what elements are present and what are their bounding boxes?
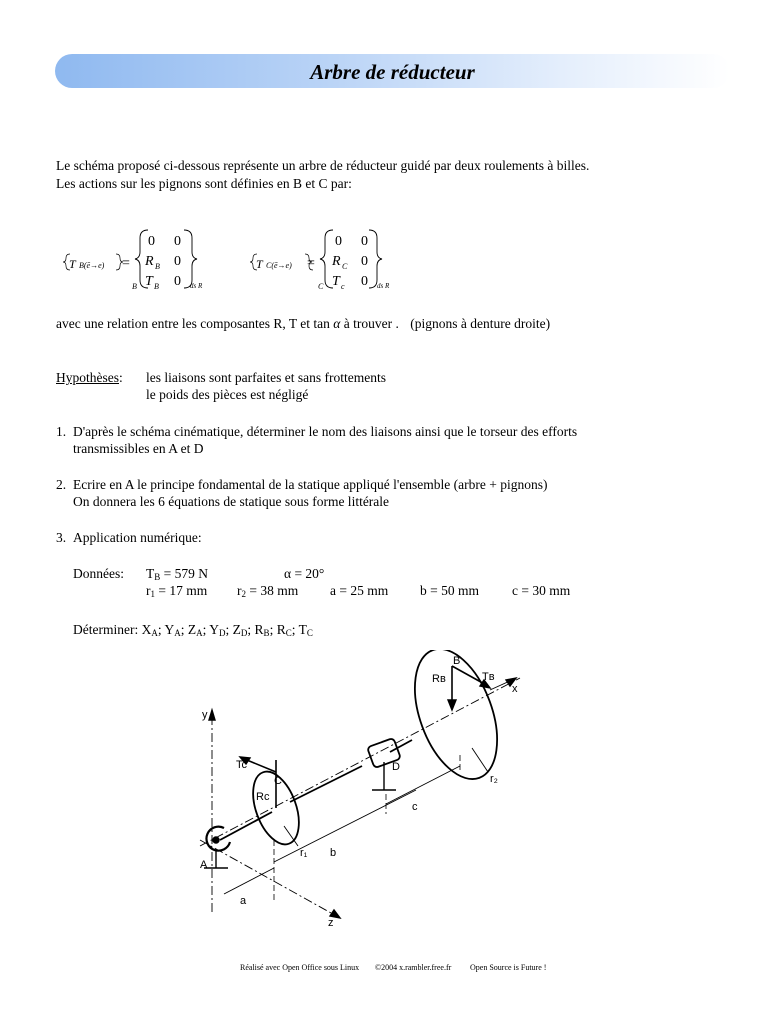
footer-slogan: Open Source is Future ! xyxy=(470,963,547,972)
label-dim-a: a xyxy=(240,895,247,907)
torsor-c-point: C xyxy=(318,282,324,291)
torsor-b-subscript: B(ē→e) xyxy=(79,261,105,270)
donnees-tb-sub: B xyxy=(154,572,161,582)
determiner-label: Déterminer: xyxy=(73,622,142,637)
torsor-b-r12: 0 xyxy=(174,234,181,249)
question-1-number: 1. xyxy=(56,424,67,439)
determiner-item: $T_C$ xyxy=(298,622,313,638)
torsor-c-r12: 0 xyxy=(361,234,368,249)
torsor-c-r22: 0 xyxy=(361,254,368,269)
torsor-c-subscript: C(ē→e) xyxy=(266,261,292,270)
donnees-label: Données: xyxy=(73,566,124,581)
determiner-item: $R_B$; xyxy=(254,622,277,638)
label-rb: Rʙ xyxy=(432,673,446,685)
shaft-middle xyxy=(290,766,362,802)
torsor-b-r32: 0 xyxy=(174,274,181,289)
label-rc: Rc xyxy=(256,791,270,803)
label-c-point: C xyxy=(274,775,282,787)
shaft-left xyxy=(220,812,272,840)
donnees-b: b = 50 mm xyxy=(420,583,479,598)
question-1-line-1: D'après le schéma cinématique, déterminer le nom des liaisons ainsi que le torseur des efforts xyxy=(73,424,578,439)
torsor-b-frame: ds R xyxy=(190,282,203,290)
footer-credit: Réalisé avec Open Office sous Linux xyxy=(240,963,360,972)
label-x: x xyxy=(512,683,518,695)
donnees-tb-main: T xyxy=(146,566,155,581)
donnees-a: a = 25 mm xyxy=(330,583,389,598)
donnees-r1 xyxy=(146,582,207,599)
donnees-r1-value: = 17 mm xyxy=(155,583,208,598)
intro-line-1: Le schéma proposé ci-dessous représente un arbre de réducteur guidé par deux roulements à billes. xyxy=(56,158,590,173)
question-2-line-1: Ecrire en A le principe fondamental de la statique appliqué l'ensemble (arbre + pignons) xyxy=(73,477,548,492)
relation-text: avec une relation entre les composantes R, T et tan xyxy=(56,316,330,331)
r2-leader xyxy=(472,748,488,772)
determiner-item: $X_A$; xyxy=(141,622,165,638)
torsor-c-r11: 0 xyxy=(335,234,342,249)
label-dim-b: b xyxy=(330,847,337,859)
determiner-item: $Z_D$; xyxy=(232,622,255,638)
gear-b xyxy=(399,650,513,790)
dim-a xyxy=(224,868,274,894)
relation-note: (pignons à denture droite) xyxy=(410,316,551,331)
torsor-b-equals: = xyxy=(122,256,130,271)
label-d-point: D xyxy=(392,761,400,773)
torsor-c-frame: ds R xyxy=(377,282,390,290)
relation-line xyxy=(56,315,550,332)
donnees-c: c = 30 mm xyxy=(512,583,571,598)
question-3-number: 3. xyxy=(56,530,67,545)
question-2-number: 2. xyxy=(56,477,67,492)
question-1-line-2: transmissibles en A et D xyxy=(73,441,204,456)
label-tb: Tʙ xyxy=(482,671,495,683)
label-y: y xyxy=(202,709,208,721)
torsor-b-r21: R xyxy=(145,254,154,269)
label-r1: r₁ xyxy=(300,847,308,859)
label-r2: r₂ xyxy=(490,773,498,785)
torsor-b-symbol: T xyxy=(69,257,76,271)
label-a-point: A xyxy=(200,859,208,871)
determiner-line xyxy=(73,621,313,638)
intro-line-2: Les actions sur les pignons sont définies en B et C par: xyxy=(56,176,352,191)
hypothesis-2: le poids des pièces est négligé xyxy=(146,387,309,402)
donnees-tb xyxy=(146,565,208,582)
donnees-r2-main: r xyxy=(237,583,242,598)
label-b-point: B xyxy=(453,655,461,667)
hypotheses-label: Hypothèses xyxy=(56,370,119,385)
torsor-b-r11: 0 xyxy=(148,234,155,249)
hypotheses-heading xyxy=(56,369,123,386)
question-3-line-1: Application numérique: xyxy=(73,530,202,545)
torsor-b-point: B xyxy=(132,282,137,291)
torsor-b-r31: T xyxy=(145,274,153,289)
determiner-item: $Y_A$; xyxy=(164,622,188,638)
torsor-c-r21: R xyxy=(332,254,341,269)
torsor-b-r31-sub: B xyxy=(154,282,159,291)
hypotheses-colon: : xyxy=(119,370,123,385)
torsor-c-r32: 0 xyxy=(361,274,368,289)
hypothesis-1: les liaisons sont parfaites et sans frottements xyxy=(146,370,386,385)
donnees-tb-value: = 579 N xyxy=(160,566,209,581)
determiner-item: $R_C$; xyxy=(276,622,299,638)
rb-arrowhead xyxy=(448,700,456,710)
torsor-c-symbol: T xyxy=(256,257,263,271)
donnees-r1-sub: 1 xyxy=(150,589,155,599)
torsor-c-r31: T xyxy=(332,274,340,289)
y-arrowhead xyxy=(209,710,215,720)
label-tc: Tc xyxy=(236,759,247,771)
question-2-line-2: On donnera les 6 équations de statique sous forme littérale xyxy=(73,494,390,509)
determiner-item: $Z_A$; xyxy=(187,622,210,638)
kinematic-diagram xyxy=(190,650,530,930)
donnees-r1-main: r xyxy=(146,583,151,598)
z-axis-line xyxy=(200,840,340,918)
label-dim-c: c xyxy=(412,801,418,813)
torsor-c-equals: = xyxy=(307,256,315,271)
joint-a-center xyxy=(213,837,219,843)
donnees-r2-value: = 38 mm xyxy=(246,583,299,598)
relation-alpha: α xyxy=(333,316,341,331)
donnees-r2 xyxy=(237,582,298,599)
determiner-item: $Y_D$; xyxy=(209,622,233,638)
label-z: z xyxy=(328,917,334,929)
shaft-right xyxy=(390,740,412,752)
torsor-b-r21-sub: B xyxy=(155,262,160,271)
page-title: Arbre de réducteur xyxy=(310,60,475,84)
torsor-c-r21-sub: C xyxy=(342,262,348,271)
footer-copyright: ©2004 x.rambler.free.fr xyxy=(375,963,452,972)
donnees-alpha: α = 20° xyxy=(284,566,325,581)
donnees-r2-sub: 2 xyxy=(241,589,246,599)
determiner-items xyxy=(142,622,313,637)
torsor-c-r31-sub: c xyxy=(341,282,345,291)
relation-after: à trouver . xyxy=(340,316,399,331)
torsor-b-r22: 0 xyxy=(174,254,181,269)
